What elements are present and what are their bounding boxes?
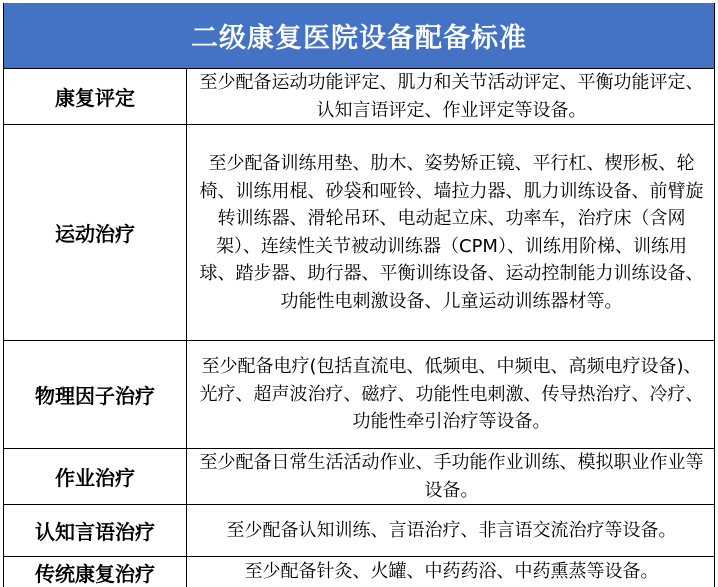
- category-cell: 传统康复治疗: [4, 557, 187, 587]
- table-row: [4, 449, 714, 505]
- content-text: 至少配备针灸、火罐、中药药浴、中药熏蒸等设备。: [244, 561, 659, 583]
- table-row: [4, 125, 714, 341]
- content-cell: [187, 505, 714, 556]
- table-title: 二级康复医院设备配备标准: [191, 23, 527, 54]
- category-cell: 运动治疗: [4, 125, 187, 340]
- category-cell: 物理因子治疗: [4, 341, 187, 448]
- content-text: 至少配备电疗(包括直流电、低频电、中频电、高频电疗设备)、光疗、超声波治疗、磁疗、功能性电刺激、传导热治疗、冷疗、功能性牵引治疗等设备。: [199, 356, 704, 433]
- table-row: [4, 557, 714, 587]
- content-text: 至少配备日常生活活动作业、手功能作业训练、模拟职业作业等设备。: [199, 452, 704, 501]
- category-cell: 认知言语治疗: [4, 505, 187, 556]
- content-cell: [187, 125, 714, 340]
- table-row: [4, 505, 714, 557]
- category-cell: 康复评定: [4, 69, 187, 124]
- content-cell: [187, 557, 714, 587]
- content-cell: [187, 449, 714, 504]
- content-text: 至少配备认知训练、言语治疗、非言语交流治疗等设备。: [226, 519, 677, 541]
- table-row: [4, 69, 714, 125]
- table-row: [4, 341, 714, 449]
- content-cell: [187, 341, 714, 448]
- content-text: 至少配备训练用垫、肋木、姿势矫正镜、平行杠、楔形板、轮椅、训练用棍、砂袋和哑铃、墙拉力器、肌力训练设备、前臂旋转训练器、滑轮吊环、电动起立床、功率车，治疗床（含网架）、连续性关节被动训练器（CPM）、训练用阶梯、训练用球、踏步器、助行器、平衡训练设备、运动控制能力训练设备、功能性电刺激设备、儿童运动训练器材等。: [199, 153, 704, 312]
- content-text: 至少配备运动功能评定、肌力和关节活动评定、平衡功能评定、认知言语评定、作业评定等设备。: [199, 72, 704, 121]
- category-cell: 作业治疗: [4, 449, 187, 504]
- equipment-standards-table: [3, 3, 715, 587]
- table-header: [4, 3, 714, 69]
- content-cell: [187, 69, 714, 124]
